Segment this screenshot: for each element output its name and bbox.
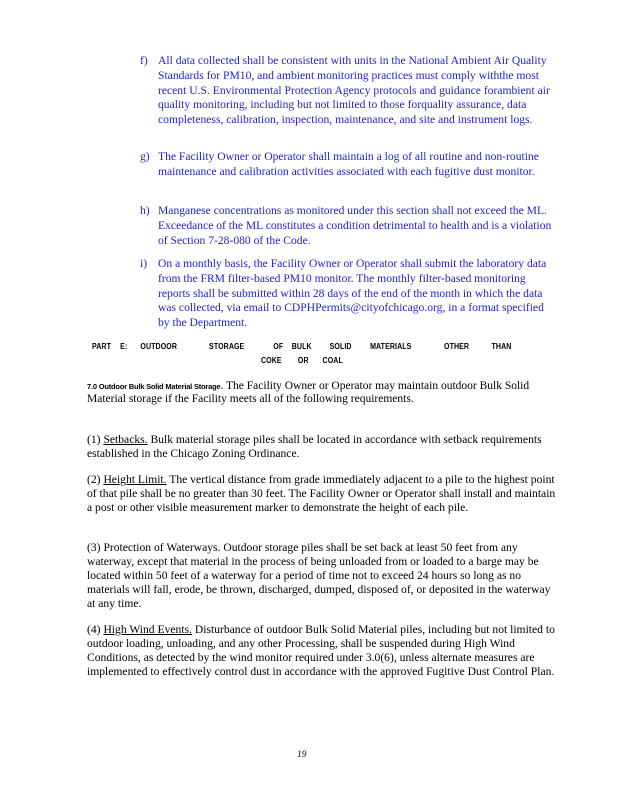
requirement-2 <box>87 473 557 515</box>
list-item-text: On a monthly basis, the Facility Owner or Operator shall submit the laboratory data from the FRM filter-based PM10 monitor. The monthly filter-based monitoring reports shall be submitted within 28 days of the end of the month in which the data was collected, via email to CDPHPermits@cityofchicago.org, in a format specified by the Department. <box>158 257 547 330</box>
part-heading-word: SOLID <box>329 342 352 351</box>
part-heading-word: COAL <box>322 356 343 365</box>
part-heading-word: THAN <box>491 342 512 351</box>
list-marker: f) <box>140 54 148 67</box>
requirement-number: (1) <box>87 433 101 446</box>
section-intro-text: . The Facility Owner or Operator may maintain outdoor Bulk Solid Material storage if the Facility meets all of the following requirements. <box>87 380 530 405</box>
requirement-number: (3) <box>87 541 101 554</box>
part-heading-word: STORAGE <box>209 342 245 351</box>
part-heading-word: E: <box>120 342 128 351</box>
requirement-title: Setbacks. <box>103 433 148 446</box>
list-marker: i) <box>140 257 148 270</box>
part-heading-word: OF <box>273 342 284 351</box>
part-heading-word: COKE <box>260 356 282 365</box>
requirement-title: Protection of Waterways. <box>103 541 221 554</box>
list-marker: h) <box>140 204 150 217</box>
requirement-title: High Wind Events. <box>103 623 192 636</box>
part-heading-word: PART <box>92 342 112 351</box>
requirement-number: (4) <box>87 623 101 636</box>
requirement-1 <box>87 433 557 461</box>
requirement-title: Height Limit. <box>103 473 167 486</box>
section-intro <box>87 380 547 406</box>
list-item-text: Manganese concentrations as monitored under this section shall not exceed the ML. Exceedance of the ML constitutes a condition detrimental to health and is a violation of Section 7-28-080 of the Code. <box>158 204 552 247</box>
requirement-text: Bulk material storage piles shall be located in accordance with setback requirements established in the Chicago Zoning Ordinance. <box>87 433 542 460</box>
requirement-4 <box>87 623 557 679</box>
requirement-text: Disturbance of outdoor Bulk Solid Material piles, including but not limited to outdoor loading, unloading, and any other Processing, shall be suspended during High Wind Conditions, as detected by the wind monitor required under 3.0(6), unless alternate measures are implemented to effectively control dust in accordance with the approved Fugitive Dust Control Plan. <box>87 623 555 678</box>
part-heading-word: OUTDOOR <box>140 342 178 351</box>
part-heading <box>92 341 512 367</box>
requirement-text: The vertical distance from grade immediately adjacent to a pile to the highest point of that pile shall be no greater than 30 feet. The Facility Owner or Operator shall install and maintain a post or other visible measurement marker to demonstrate the height of each pile. <box>87 473 556 514</box>
requirement-text: Outdoor storage piles shall be set back at least 50 feet from any waterway, except that material in the process of being unloaded from or loaded to a barge may be located within 50 feet of a waterway for a period of time not to exceed 24 hours so long as no materials will fall, erode, be thrown, discharged, dumped, disposed of, or deposited in the waterway at any time. <box>87 541 551 610</box>
part-heading-word: OR <box>297 356 309 365</box>
requirement-3 <box>87 541 557 611</box>
page-number: 19 <box>297 750 307 760</box>
list-marker: g) <box>140 150 150 163</box>
list-item-text: The Facility Owner or Operator shall maintain a log of all routine and non-routine maintenance and calibration activities associated with each fugitive dust monitor. <box>158 150 539 178</box>
list-item-text: All data collected shall be consistent with units in the National Ambient Air Quality Standards for PM10, and ambient monitoring practices must comply withthe most recent U.S. Environmental Protection Agency protocols and guidance forambient air quality monitoring, including but not limited to those forquality assurance, data completeness, calibration, inspection, maintenance, and site and instrument logs. <box>158 54 550 127</box>
section-number-title: 7.0 Outdoor Bulk Solid Material Storage <box>87 382 221 391</box>
requirement-number: (2) <box>87 473 101 486</box>
part-heading-word: OTHER <box>444 342 470 351</box>
part-heading-word: MATERIALS <box>370 342 412 351</box>
part-heading-word: BULK <box>291 342 312 351</box>
